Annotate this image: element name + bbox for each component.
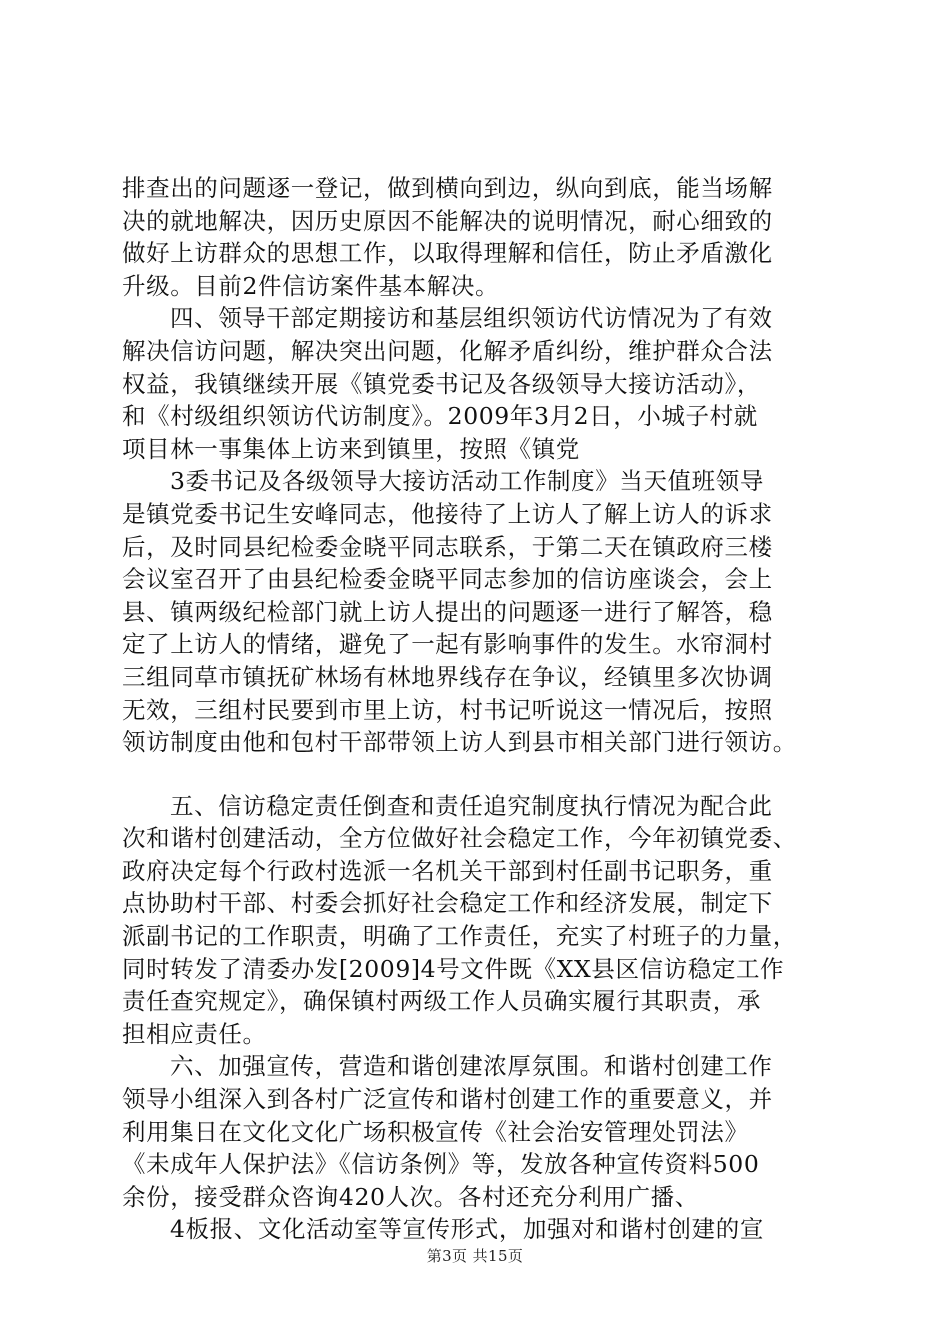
text-line: 责任查究规定》，确保镇村两级工作人员确实履行其职责，承 xyxy=(122,987,761,1016)
text-line: 政府决定每个行政村选派一名机关干部到村任副书记职务，重 xyxy=(122,856,773,885)
text-line: 4板报、文化活动室等宣传形式，加强对和谐村创建的宣 xyxy=(170,1215,764,1244)
text-line: 领导小组深入到各村广泛宣传和谐村创建工作的重要意义，并 xyxy=(122,1085,773,1114)
page-footer: 第3页 共15页 xyxy=(426,1247,524,1265)
text-line: 五、信访稳定责任倒查和责任追究制度执行情况为配合此 xyxy=(170,791,773,820)
text-line: 利用集日在文化文化广场积极宣传《社会治安管理处罚法》 xyxy=(122,1117,749,1146)
text-line: 定了上访人的情绪，避免了一起有影响事件的发生。水帘洞村 xyxy=(122,630,773,659)
text-line: 后，及时同县纪检委金晓平同志联系，于第二天在镇政府三楼 xyxy=(122,532,773,561)
text-line: 排查出的问题逐一登记，做到横向到边，纵向到底，能当场解 xyxy=(122,174,773,202)
text-line: 担相应责任。 xyxy=(122,1019,267,1048)
text-line: 点协助村干部、村委会抓好社会稳定工作和经济发展，制定下 xyxy=(122,889,773,918)
text-line: 派副书记的工作职责，明确了工作责任，充实了村班子的力量， xyxy=(122,922,797,951)
text-line: 解决信访问题，解决突出问题，化解矛盾纠纷，维护群众合法 xyxy=(122,336,773,365)
text-line: 无效，三组村民要到市里上访，村书记听说这一情况后，按照 xyxy=(122,695,773,724)
text-line: 做好上访群众的思想工作，以取得理解和信任，防止矛盾激化 xyxy=(122,239,773,268)
text-line: 三组同草市镇抚矿林场有林地界线存在争议，经镇里多次协调 xyxy=(122,662,773,691)
text-line: 决的就地解决，因历史原因不能解决的说明情况，耐心细致的 xyxy=(122,206,773,235)
text-line: 升级。目前2件信访案件基本解决。 xyxy=(122,271,500,300)
text-line: 和《村级组织领访代访制度》。2009年3月2日，小城子村就 xyxy=(122,402,758,431)
text-line: 3委书记及各级领导大接访活动工作制度》当天值班领导 xyxy=(170,467,764,496)
text-line: 领访制度由他和包村干部带领上访人到县市相关部门进行领访。 xyxy=(122,728,797,757)
text-line: 四、领导干部定期接访和基层组织领访代访情况为了有效 xyxy=(170,304,773,333)
document-body xyxy=(122,172,834,1246)
text-line: 县、镇两级纪检部门就上访人提出的问题逐一进行了解答，稳 xyxy=(122,597,773,626)
text-line: 是镇党委书记生安峰同志，他接待了上访人了解上访人的诉求 xyxy=(122,499,773,528)
text-line: 《未成年人保护法》《信访条例》等，发放各种宣传资料500 xyxy=(122,1150,760,1179)
paragraph-gap xyxy=(122,759,834,790)
text-line: 会议室召开了由县纪检委金晓平同志参加的信访座谈会，会上 xyxy=(122,565,773,594)
text-line: 同时转发了清委办发[2009]4号文件既《XX县区信访稳定工作 xyxy=(122,954,785,983)
text-line: 权益，我镇继续开展《镇党委书记及各级领导大接访活动》， xyxy=(122,369,761,398)
text-line: 次和谐村创建活动，全方位做好社会稳定工作，今年初镇党委、 xyxy=(122,824,797,853)
text-line: 项目林一事集体上访来到镇里，按照《镇党 xyxy=(122,434,580,463)
text-line: 六、加强宣传，营造和谐创建浓厚氛围。和谐村创建工作 xyxy=(170,1052,773,1081)
text-line: 余份，接受群众咨询420人次。各村还充分利用广播、 xyxy=(122,1182,699,1211)
